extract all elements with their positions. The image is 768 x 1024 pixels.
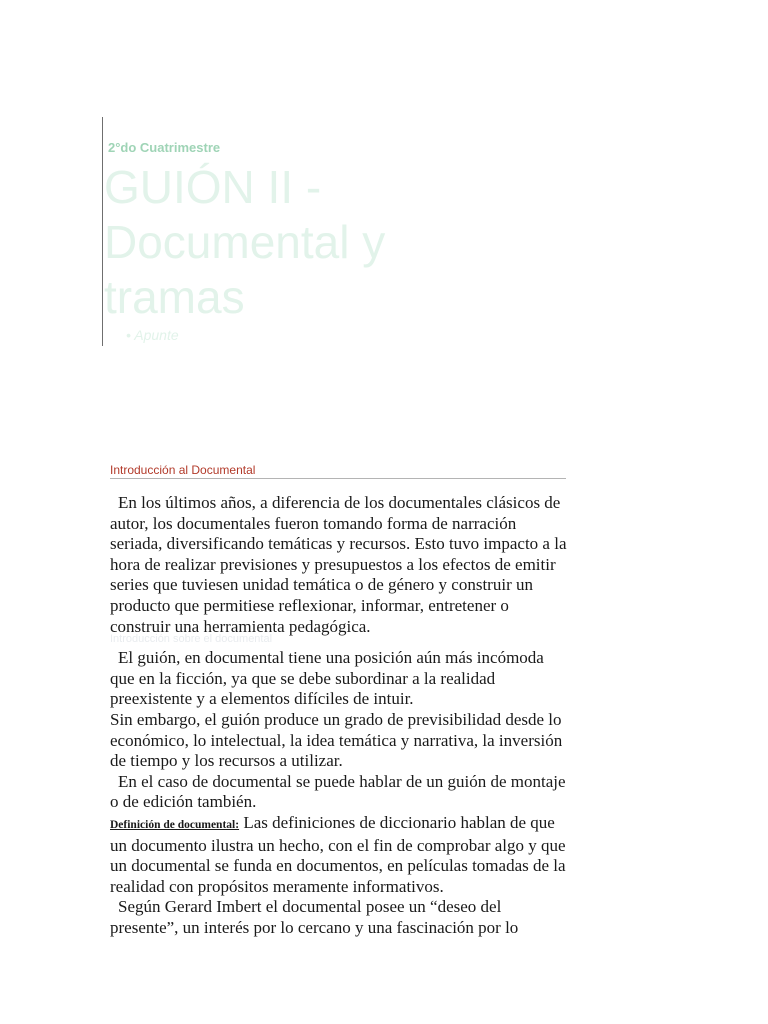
cover-term-label: 2°do Cuatrimestre [108,140,221,155]
document-body [110,493,570,938]
definition-label: Definición de documental: [110,818,240,831]
cover-vertical-rule [102,117,103,346]
cover-title-line: GUIÓN II - [104,161,322,213]
cover-title-line: Documental y [104,216,386,268]
body-paragraph: Sin embargo, el guión produce un grado de previsibilidad desde lo económico, lo intelectual, la idea temática y narrativa, la inversión de tiempo y los recursos a utilizar. [110,709,563,771]
cover-title [104,160,385,325]
body-paragraph: Según Gerard Imbert el documental posee un “deseo del presente”, un interés por lo cercano y una fascinación por lo [110,897,519,937]
section-heading: Introducción al Documental [110,463,566,479]
faint-section-heading: Introducción sobre el documental [110,633,273,645]
body-paragraph: En el caso de documental se puede hablar de un guión de montaje o de edición también. [110,771,566,812]
cover-subtitle: • Apunte [126,327,179,343]
cover-title-line: tramas [104,271,245,323]
definition-text: Las definiciones de diccionario hablan de que un documento ilustra un hecho, con el fin de comprobar algo y que un documental se funda en documentos, en películas tomadas de la realidad con propósitos meramente informativos. [110,812,566,896]
body-paragraph: El guión, en documental tiene una posición aún más incómoda que en la ficción, ya que se debe subordinar a la realidad preexistente y a elementos difíciles de intuir. [110,648,544,709]
definition-paragraph [110,813,570,897]
body-paragraph: En los últimos años, a diferencia de los documentales clásicos de autor, los documentales fueron tomando forma de narración seriada, diversificando temáticas y recursos. Esto tuvo impacto a la hora de realizar previsiones y presupuestos a los efectos de emitir series que tuviesen unidad temática o de género y construir un producto que permitiese reflexionar, informar, entretener o construir una herramienta pedagógica. [110,493,567,636]
